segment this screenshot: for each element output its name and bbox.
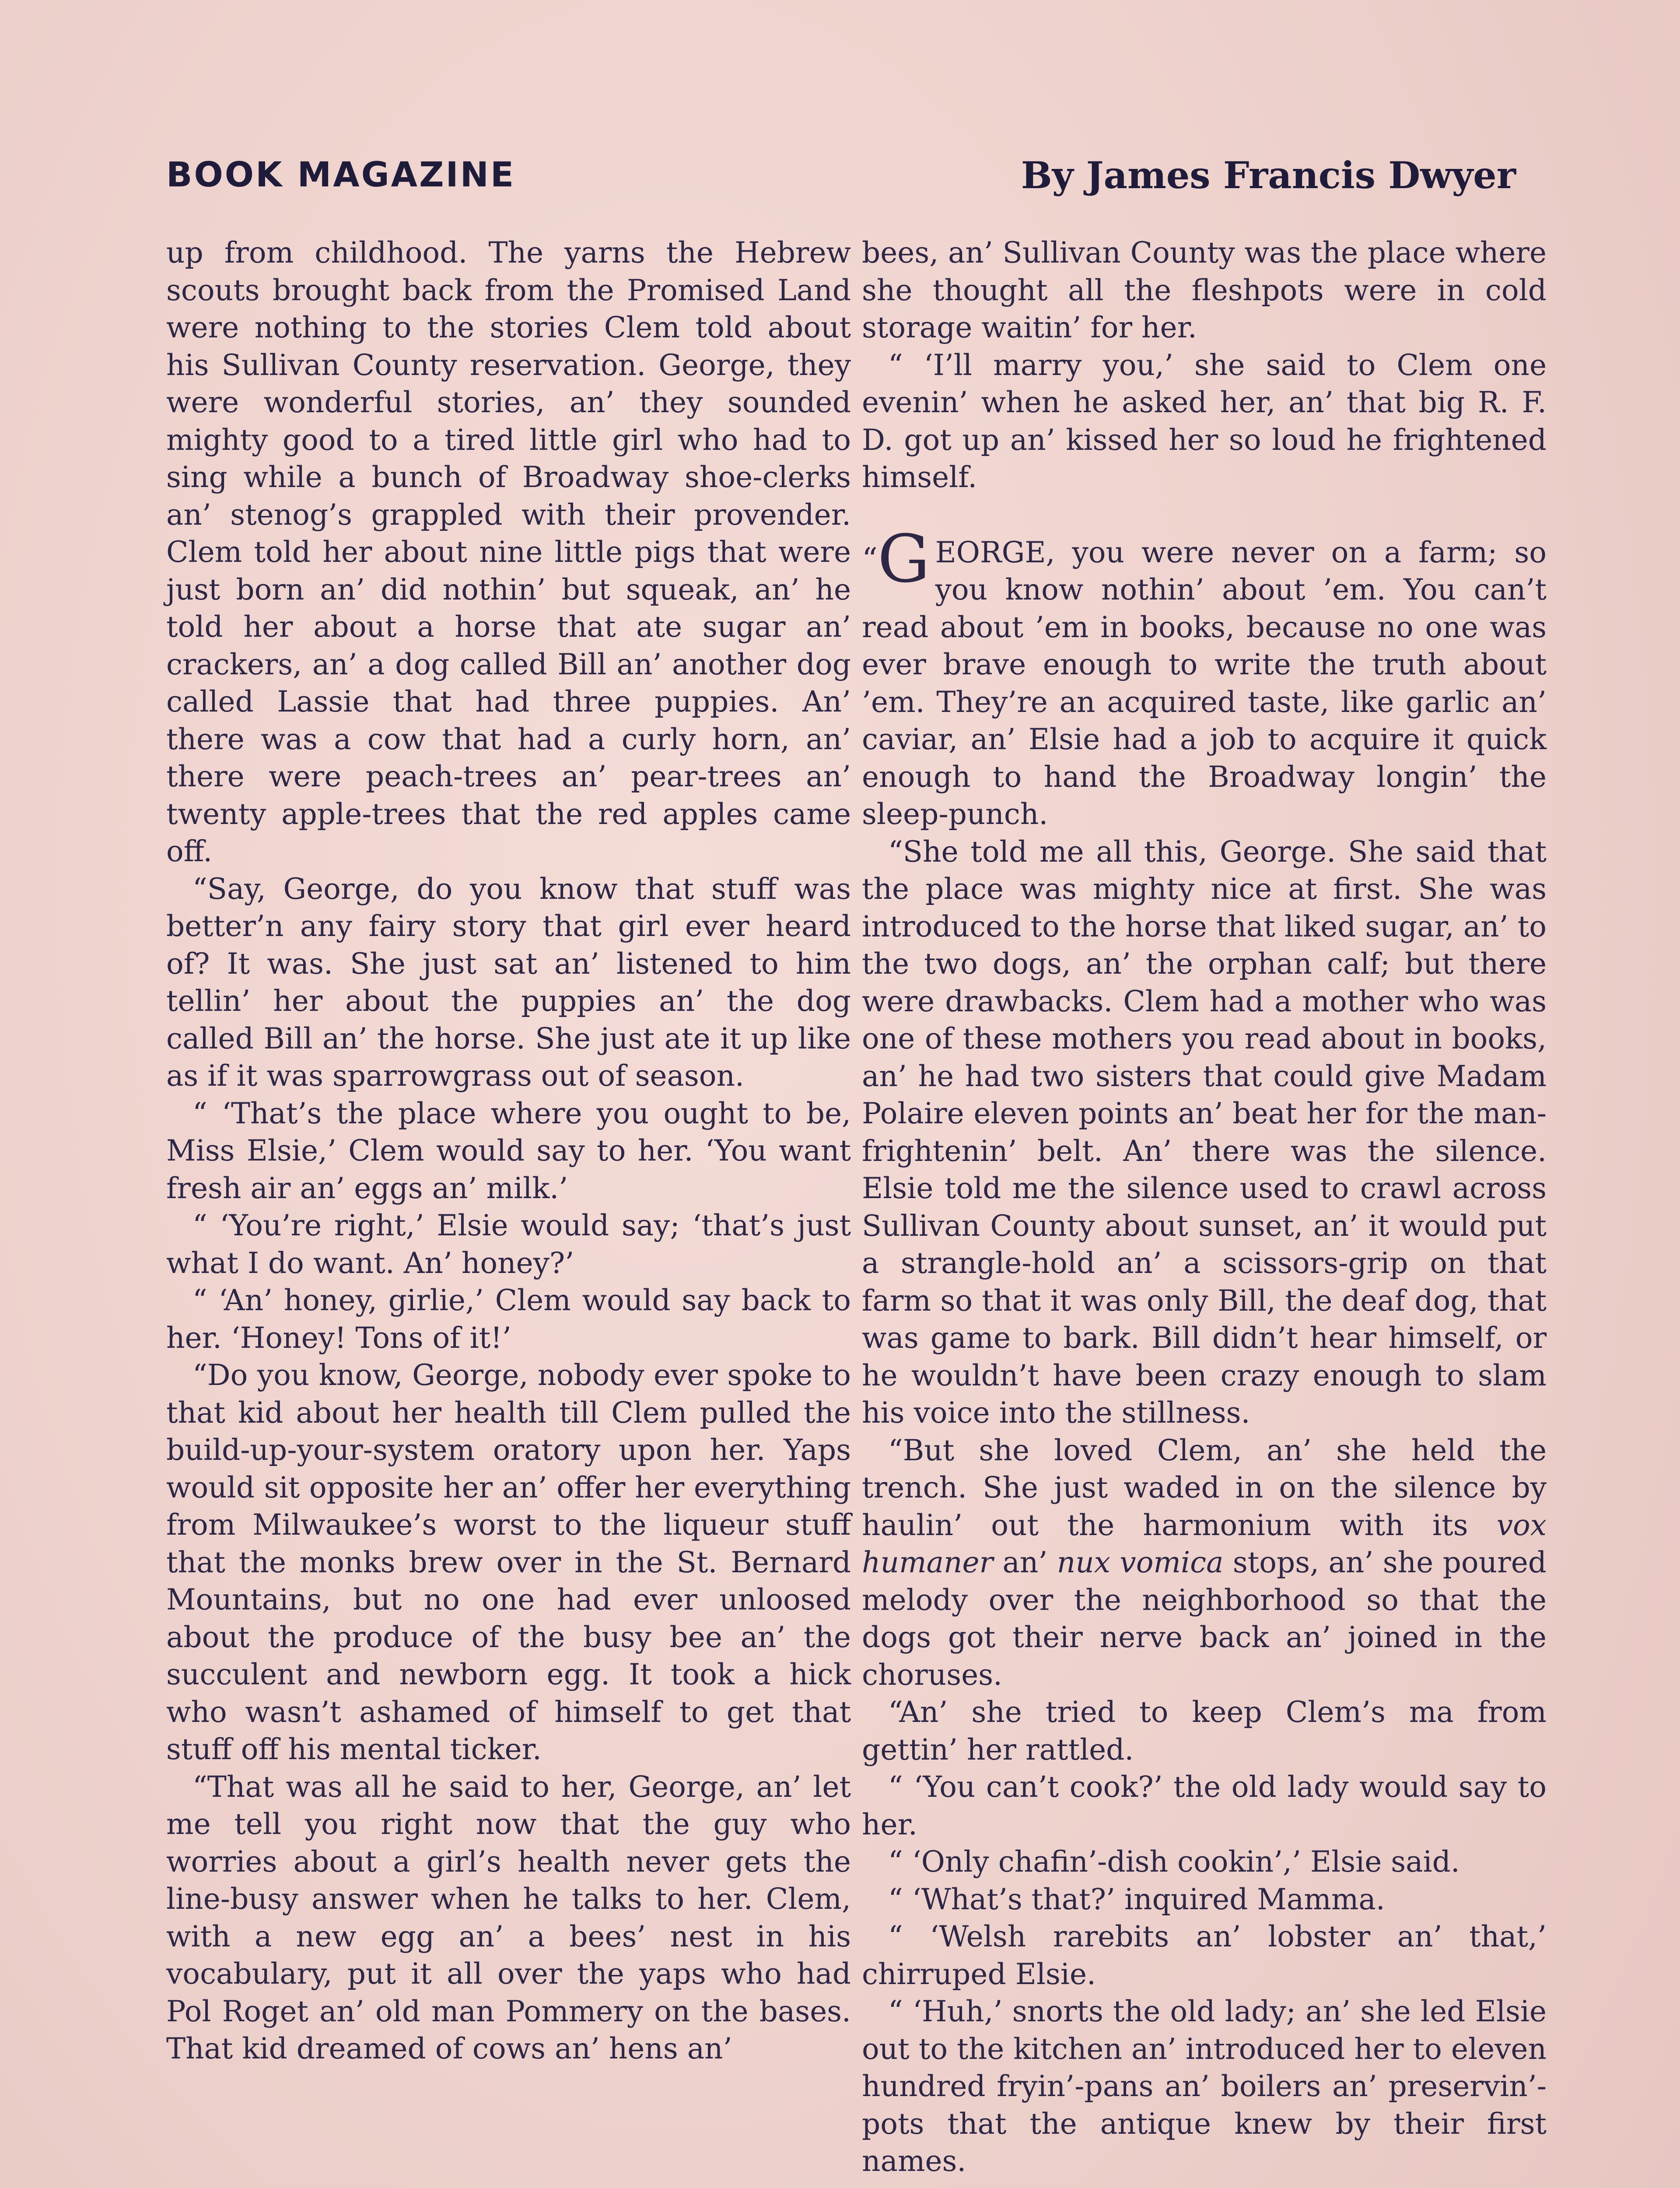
running-header <box>166 151 1516 199</box>
paragraph: “She told me all this, George. She said that the place was mighty nice at first. She was introduced to the horse that liked sugar, an’ to the two dogs, an’ the orphan calf; but there were drawbacks. Clem had a mother who was one of these mothers you read about in books, an’ he had two sisters that could give Madam Polaire eleven points an’ beat her for the man-frightenin’ belt. An’ there was the silence. Elsie told me the silence used to crawl across Sullivan County about sunset, an’ it would put a strangle-hold an’ a scissors-grip on that farm so that it was only Bill, the deaf dog, that was game to bark. Bill didn’t hear himself, or he wouldn’t have been crazy enough to slam his voice into the stillness. <box>862 835 1547 1430</box>
paragraph: bees, an’ Sullivan County was the place where she thought all the fleshpots were in cold storage waitin’ for her. <box>862 236 1547 344</box>
paragraph: up from childhood. The yarns the Hebrew scouts brought back from the Promised Land were nothing to the stories Clem told about his Sullivan County reservation. George, they were wonderful stories, an’ they sounded mighty good to a tired little girl who had to sing while a bunch of Broadway shoe-clerks an’ stenog’s grappled with their provender. Clem told her about nine little pigs that were just born an’ did nothin’ but squeak, an’ he told her about a horse that ate sugar an’ crackers, an’ a dog called Bill an’ another dog called Lassie that had three puppies. An’ there was a cow that had a curly horn, an’ there were peach-trees an’ pear-trees an’ twenty apple-trees that the red apples came off. <box>166 236 851 868</box>
paragraph: “But she loved Clem, an’ she held the trench. She just waded in on the silence by haulin’ out the harmonium with its vox humaner an’ nux vomica stops, an’ she poured melody over the neighborhood so that the dogs got their nerve back an’ joined in the choruses. <box>862 1433 1547 1692</box>
paragraph: “Say, George, do you know that stuff was better’n any fairy story that girl ever heard of? It was. She just sat an’ listened to him tellin’ her about the puppies an’ the dog called Bill an’ the horse. She just ate it up like as if it was sparrowgrass out of season. <box>166 872 851 1093</box>
section-opening-paragraph: “G EORGE, you were never on a farm; so you know nothin’ about ’em. You can’t read about ’em in books, because no one was ever brave enough to write the truth about ’em. They’re an acquired taste, like garlic an’ caviar, an’ Elsie had a job to acquire it quick enough to hand the Broadway longin’ the sleep-punch. <box>862 521 1547 831</box>
left-column <box>166 234 851 2068</box>
paragraph: “ ‘Welsh rarebits an’ lobster an’ that,’ chirruped Elsie. <box>862 1920 1547 1991</box>
author-byline: By James Francis Dwyer <box>1021 153 1516 197</box>
paragraph: “That was all he said to her, George, an’ let me tell you right now that the guy who worries about a girl’s health never gets the line-busy answer when he talks to her. Clem, with a new egg an’ a bees’ nest in his vocabulary, put it all over the yaps who had Pol Roget an’ old man Pommery on the bases. That kid dreamed of cows an’ hens an’ <box>166 1770 851 2065</box>
paragraph: “ ‘You’re right,’ Elsie would say; ‘that’s just what I do want. An’ honey?’ <box>166 1209 851 1280</box>
right-column <box>862 234 1547 2180</box>
paragraph: “ ‘You can’t cook?’ the old lady would say to her. <box>862 1770 1547 1841</box>
paragraph: “ ‘Huh,’ snorts the old lady; an’ she led Elsie out to the kitchen an’ introduced her to eleven hundred fryin’-pans an’ boilers an’ preservin’-pots that the antique knew by their first names. <box>862 1995 1547 2178</box>
magazine-title: BOOK MAGAZINE <box>166 155 516 195</box>
paragraph: “ ‘An’ honey, girlie,’ Clem would say back to her. ‘Honey! Tons of it!’ <box>166 1283 851 1355</box>
paragraph: “ ‘That’s the place where you ought to be, Miss Elsie,’ Clem would say to her. ‘You want fresh air an’ eggs an’ milk.’ <box>166 1096 851 1205</box>
paragraph: “ ‘What’s that?’ inquired Mamma. <box>888 1882 1385 1916</box>
paragraph: “ ‘I’ll marry you,’ she said to Clem one evenin’ when he asked her, an’ that big R. F. D. got up an’ kissed her so loud he frightened himself. <box>862 348 1547 494</box>
paragraph: “ ‘Only chafin’-dish cookin’,’ Elsie said. <box>888 1845 1460 1879</box>
paragraph: “An’ she tried to keep Clem’s ma from gettin’ her rattled. <box>862 1695 1547 1767</box>
drop-cap: “G <box>862 521 930 597</box>
paragraph: “Do you know, George, nobody ever spoke to that kid about her health till Clem pulled the build-up-your-system oratory upon her. Yaps would sit opposite her an’ offer her everything from Milwaukee’s worst to the liqueur stuff that the monks brew over in the St. Bernard Mountains, but no one had ever unloosed about the produce of the busy bee an’ the succulent and newborn egg. It took a hick who wasn’t ashamed of himself to get that stuff off his mental ticker. <box>166 1358 851 1766</box>
